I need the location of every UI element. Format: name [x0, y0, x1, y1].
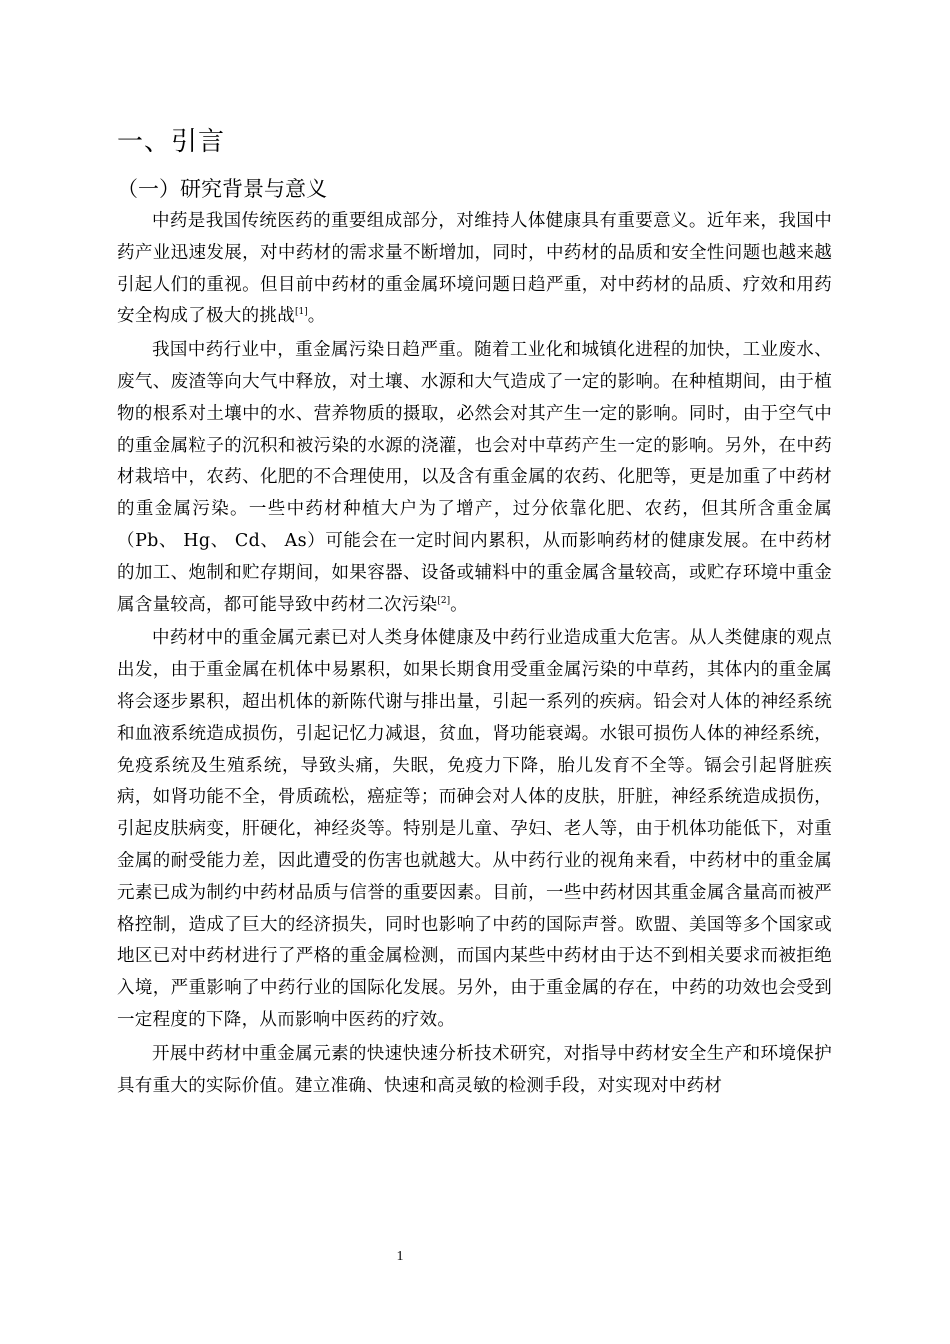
paragraph-3	[117, 623, 832, 1036]
citation-ref: [2]	[437, 595, 451, 606]
paragraph-4	[117, 1039, 832, 1103]
paragraph-text: 中药是我国传统医药的重要组成部分，对维持人体健康具有重要意义。近年来，我国中药产业迅速发展，对中药材的需求量不断增加，同时，中药材的品质和安全性问题也越来越引起人们的重视。但目前中药材的重金属环境问题日趋严重，对中药材的品质、疗效和用药安全构成了极大的挑战	[117, 211, 832, 327]
page-content	[117, 126, 832, 1102]
subsection-heading: （一）研究背景与意义	[117, 177, 327, 201]
paragraph-tail: 。	[307, 306, 326, 327]
paragraph-text: 中药材中的重金属元素已对人类身体健康及中药行业造成重大危害。从人类健康的观点出发，由于重金属在机体中易累积，如果长期食用受重金属污染的中草药，其体内的重金属将会逐步累积，超出机体的新陈代谢与排出量，引起一系列的疾病。铅会对人体的神经系统和血液系统造成损伤，引起记忆力减退，贫血，肾功能衰竭。水银可损伤人体的神经系统，免疫系统及生殖系统，导致头痛，失眠，免疫力下降，胎儿发育不全等。镉会引起肾脏疾病，如肾功能不全，骨质疏松，癌症等；而砷会对人体的皮肤，肝脏，神经系统造成损伤，引起皮肤病变，肝硬化，神经炎等。特别是儿童、孕妇、老人等，由于机体功能低下，对重金属的耐受能力差，因此遭受的伤害也就越大。从中药行业的视角来看，中药材中的重金属元素已成为制约中药材品质与信誉的重要因素。目前，一些中药材因其重金属含量高而被严格控制，造成了巨大的经济损失，同时也影响了中药的国际声誉。欧盟、美国等多个国家或地区已对中药材进行了严格的重金属检测，而国内某些中药材由于达不到相关要求而被拒绝入境，严重影响了中药行业的国际化发展。另外，由于重金属的存在，中药的功效也会受到一定程度的下降，从而影响中医药的疗效。	[117, 628, 832, 1030]
section-heading: 一、引言	[117, 127, 226, 157]
page-number: 1	[396, 1249, 404, 1264]
paragraph-1	[117, 206, 832, 333]
citation-ref: [1]	[295, 307, 308, 318]
paragraph-tail: 。	[450, 594, 468, 615]
paragraph-text: 开展中药材中重金属元素的快速快速分析技术研究，对指导中药材安全生产和环境保护具有重大的实际价值。建立准确、快速和高灵敏的检测手段，对实现对中药材	[117, 1043, 832, 1096]
paragraph-2	[117, 335, 832, 621]
paragraph-text: 我国中药行业中，重金属污染日趋严重。随着工业化和城镇化进程的加快，工业废水、废气、废渣等向大气中释放，对土壤、水源和大气造成了一定的影响。在种植期间，由于植物的根系对土壤中的水、营养物质的摄取，必然会对其产生一定的影响。同时，由于空气中的重金属粒子的沉积和被污染的水源的浇灌，也会对中草药产生一定的影响。另外，在中药材栽培中，农药、化肥的不合理使用，以及含有重金属的农药、化肥等，更是加重了中药材的重金属污染。一些中药材种植大户为了增产，过分依靠化肥、农药，但其所含重金属（Pb、 Hg、 Cd、 As）可能会在一定时间内累积，从而影响药材的健康发展。在中药材的加工、炮制和贮存期间，如果容器、设备或辅料中的重金属含量较高，或贮存环境中重金属含量较高，都可能导致中药材二次污染	[117, 340, 832, 615]
